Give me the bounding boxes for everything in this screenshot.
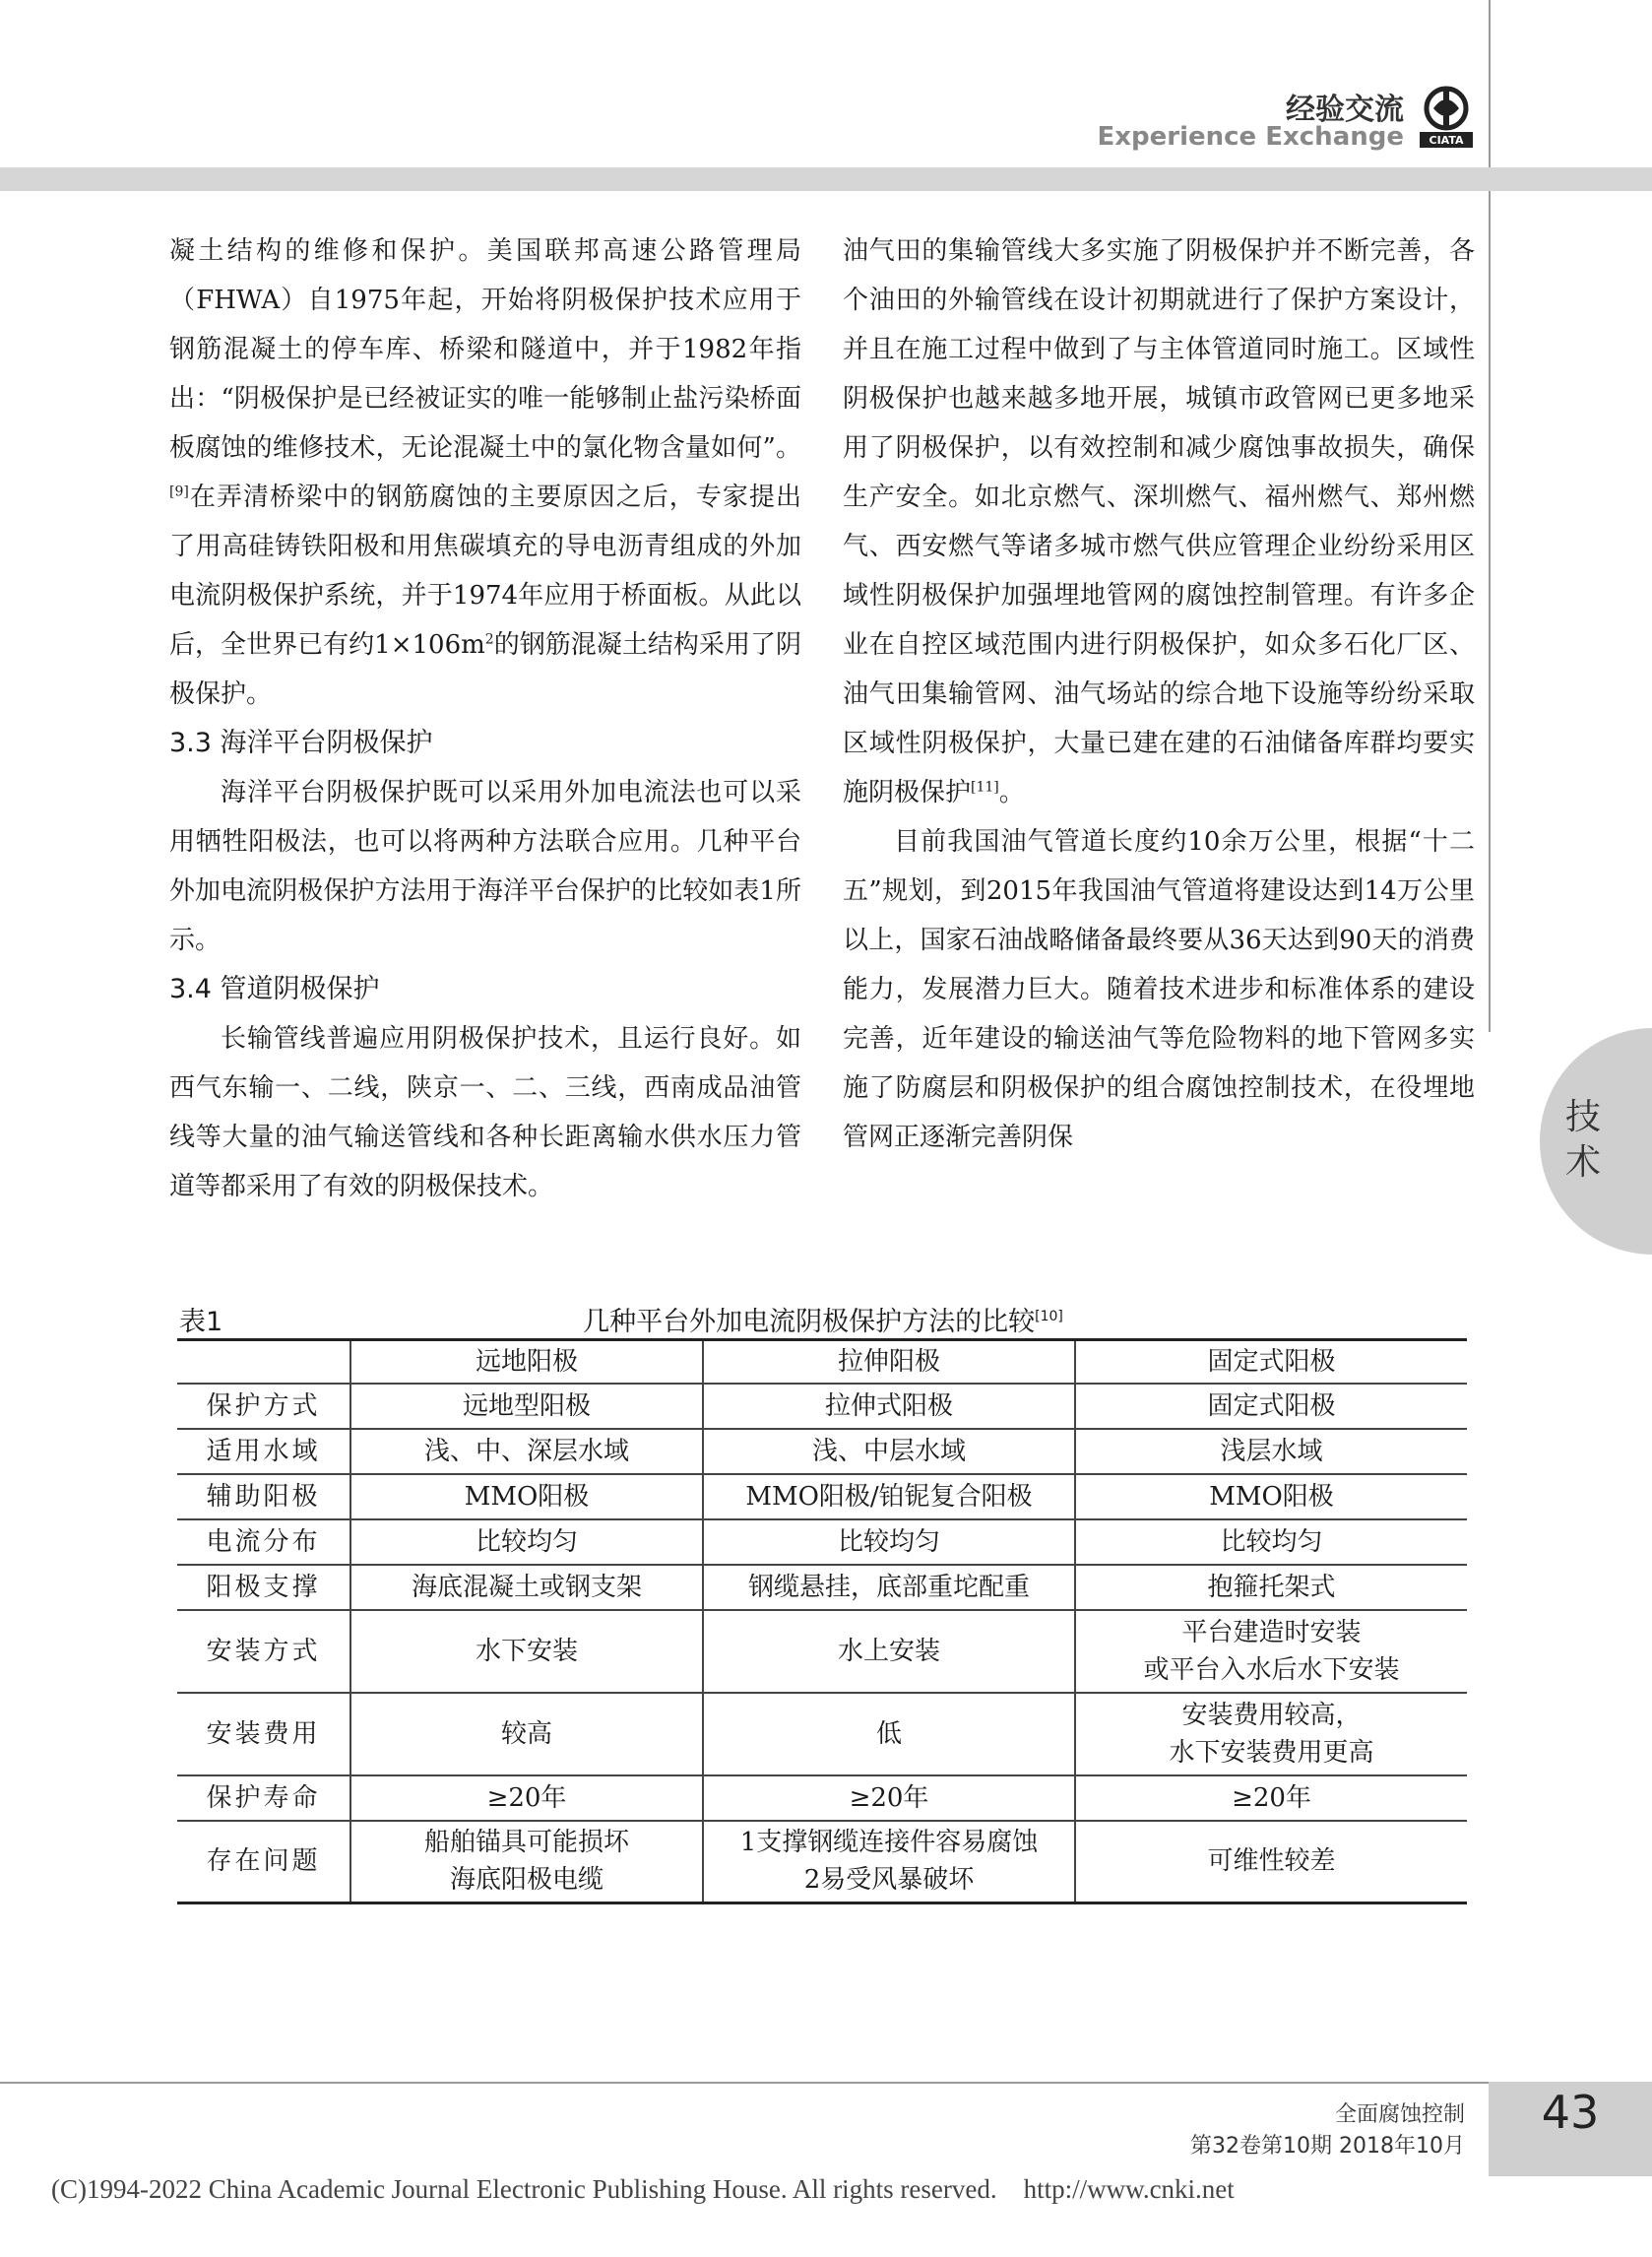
cell-line: 水下安装 (475, 1636, 578, 1666)
table-row (177, 1429, 1467, 1474)
logo-text: CIATA (1429, 134, 1464, 147)
header-bar (0, 167, 1652, 191)
cell-line: MMO阳极 (464, 1481, 590, 1512)
table-header-row (177, 1340, 1467, 1384)
cell-line: 海底阳极电缆 (449, 1865, 604, 1896)
cell-line: MMO阳极/铂铌复合阳极 (745, 1481, 1033, 1512)
table-cell (350, 1519, 703, 1565)
row-label: 保护寿命 (177, 1775, 350, 1821)
table-cell (1075, 1610, 1467, 1693)
cell-line: ≥20年 (1232, 1782, 1311, 1813)
right-paragraph-1 (843, 226, 1475, 817)
row-label: 安装方式 (177, 1610, 350, 1693)
cell-line: 钢缆悬挂，底部重坨配重 (747, 1572, 1030, 1602)
cell-line: 较高 (500, 1718, 552, 1749)
row-label: 安装费用 (177, 1693, 350, 1775)
table-cell (703, 1610, 1075, 1693)
left-paragraph-1 (169, 226, 801, 719)
section-title-en: Experience Exchange (1097, 122, 1404, 152)
table-cell (350, 1384, 703, 1429)
table-header-cell: 远地阳极 (350, 1340, 703, 1384)
table-cell (350, 1821, 703, 1903)
left-column (169, 226, 801, 1211)
cell-line: 海底混凝土或钢支架 (411, 1572, 642, 1602)
journal-issue: 第32卷第10期 2018年10月 (1190, 2134, 1465, 2159)
citation-9: [9] (169, 484, 189, 500)
section-title-cn: 经验交流 (1286, 93, 1404, 127)
journal-name: 全面腐蚀控制 (1334, 2102, 1465, 2127)
cell-line: 比较均匀 (1220, 1526, 1323, 1557)
table-cell (1075, 1693, 1467, 1775)
table-cell (703, 1693, 1075, 1775)
cell-line: 固定式阳极 (1207, 1390, 1336, 1421)
table-cell (1075, 1384, 1467, 1429)
cell-line: 比较均匀 (475, 1526, 578, 1557)
cell-line: 船舶锚具可能损坏 (423, 1828, 629, 1858)
right-paragraph-2: 目前我国油气管道长度约10余万公里，根据“十二五”规划，到2015年我国油气管道将建设达到14万公里以上，国家石油战略储备最终要从36天达到90天的消费能力，发展潜力巨大。随着技术进步和标准体系的建设完善，近年建设的输送油气等危险物料的地下管网多实施了防腐层和阴极保护的组合腐蚀控制技术，在役埋地管网正逐渐完善阴保 (843, 827, 1475, 1152)
footer-rule (0, 2082, 1489, 2084)
citation-11: [11] (971, 779, 999, 796)
cell-line: 远地型阳极 (462, 1390, 591, 1421)
cell-line: ≥20年 (486, 1782, 567, 1813)
table-cell (703, 1821, 1075, 1903)
superscript-2: 2 (484, 631, 494, 648)
heading-3-3: 3.3 海洋平台阴极保护 (169, 728, 433, 758)
table-row (177, 1474, 1467, 1519)
comparison-table (177, 1338, 1467, 1904)
table-cell (1075, 1474, 1467, 1519)
cell-line: 1支撑钢缆连接件容易腐蚀 (739, 1828, 1039, 1858)
page-edge-line (1489, 0, 1491, 1032)
table-cell (1075, 1775, 1467, 1821)
table-title-text: 几种平台外加电流阴极保护方法的比较 (583, 1307, 1036, 1337)
table-row (177, 1821, 1467, 1903)
table-row (177, 1519, 1467, 1565)
table-cell (350, 1565, 703, 1610)
table-cell (703, 1384, 1075, 1429)
page-number: 43 (1541, 2086, 1600, 2139)
left-p1-text-c: 的钢筋混凝土结构采用了阴极保护。 (169, 630, 801, 709)
left-p1-text-b: 在弄清桥梁中的钢筋腐蚀的主要原因之后，专家提出了用高硅铸铁阳极和用焦碳填充的导电沥青组成的外加电流阴极保护系统，并于1974年应用于桥面板。从此以后，全世界已有约1×106m (169, 483, 801, 660)
cell-line: 比较均匀 (837, 1526, 940, 1557)
left-p1-text: 凝土结构的维修和保护。美国联邦高速公路管理局（FHWA）自1975年起，开始将阴极保护技术应用于钢筋混凝土的停车库、桥梁和隧道中，并于1982年指出：“阴极保护是已经被证实的唯一能够制止盐污染桥面板腐蚀的维修技术，无论混凝土中的氯化物含量如何”。 (169, 236, 801, 463)
cell-line: 浅、中、深层水域 (423, 1436, 629, 1466)
table-row (177, 1693, 1467, 1775)
table-cell (703, 1775, 1075, 1821)
cell-line: MMO阳极 (1209, 1481, 1334, 1512)
side-tab-label: 技术 (1564, 1097, 1601, 1183)
table-cell (350, 1474, 703, 1519)
cell-line: 抱箍托架式 (1207, 1572, 1336, 1602)
cell-line: 拉伸式阳极 (824, 1390, 953, 1421)
table-header-cell: 固定式阳极 (1075, 1340, 1467, 1384)
cell-line: 可维性较差 (1207, 1846, 1336, 1877)
left-paragraph-3: 长输管线普遍应用阴极保护技术，且运行良好。如西气东输一、二线，陕京一、二、三线，西南成品油管线等大量的油气输送管线和各种长距离输水供水压力管道等都采用了有效的阴极保技术。 (169, 1024, 801, 1201)
table-row (177, 1775, 1467, 1821)
right-p1-end: 。 (998, 778, 1025, 807)
cell-line: 2易受风暴破坏 (803, 1865, 975, 1896)
cell-line: 水上安装 (837, 1636, 940, 1666)
row-label: 辅助阳极 (177, 1474, 350, 1519)
table-title (179, 1300, 1467, 1338)
table-row (177, 1565, 1467, 1610)
cell-line: 或平台入水后水下安装 (1143, 1654, 1400, 1685)
table-cell (1075, 1565, 1467, 1610)
table-header-cell (177, 1340, 350, 1384)
cell-line: 水下安装费用更高 (1169, 1737, 1374, 1768)
ciata-logo-icon (1420, 85, 1473, 148)
table-cell (350, 1693, 703, 1775)
row-label: 阳极支撑 (177, 1565, 350, 1610)
cell-line: 浅、中层水域 (811, 1436, 966, 1466)
table-cell (350, 1775, 703, 1821)
table-label: 表1 (179, 1307, 223, 1337)
cell-line: 低 (875, 1718, 902, 1749)
table-row (177, 1384, 1467, 1429)
row-label: 适用水域 (177, 1429, 350, 1474)
cell-line: ≥20年 (849, 1782, 929, 1813)
table-cell (1075, 1519, 1467, 1565)
right-p1-text: 油气田的集输管线大多实施了阴极保护并不断完善，各个油田的外输管线在设计初期就进行了保护方案设计，并且在施工过程中做到了与主体管道同时施工。区域性阴极保护也越来越多地开展，城镇市政管网已更多地采用了阴极保护，以有效控制和减少腐蚀事故损失，确保生产安全。如北京燃气、深圳燃气、福州燃气、郑州燃气、西安燃气等诸多城市燃气供应管理企业纷纷采用区域性阴极保护加强埋地管网的腐蚀控制管理。有许多企业在自控区域范围内进行阴极保护，如众多石化厂区、油气田集输管网、油气场站的综合地下设施等纷纷采取区域性阴极保护，大量已建在建的石油储备库群均要实施阴极保护 (843, 236, 1475, 807)
table-cell (350, 1429, 703, 1474)
cell-line: 浅层水域 (1220, 1436, 1323, 1466)
left-paragraph-2: 海洋平台阴极保护既可以采用外加电流法也可以采用牺牲阳极法，也可以将两种方法联合应用。几种平台外加电流阴极保护方法用于海洋平台保护的比较如表1所示。 (169, 778, 801, 955)
cell-line: 平台建造时安装 (1181, 1617, 1362, 1647)
table-cell (1075, 1821, 1467, 1903)
right-column (843, 226, 1475, 1162)
table-row (177, 1610, 1467, 1693)
cell-line: 安装费用较高， (1181, 1700, 1362, 1730)
row-label: 保护方式 (177, 1384, 350, 1429)
copyright-notice: (C)1994-2022 China Academic Journal Electronic Publishing House. All rights reserved. http://www.cnki.net (51, 2174, 1235, 2204)
table-cell (703, 1474, 1075, 1519)
table-cell (703, 1429, 1075, 1474)
table-cell (350, 1610, 703, 1693)
row-label: 电流分布 (177, 1519, 350, 1565)
row-label: 存在问题 (177, 1821, 350, 1903)
heading-3-4: 3.4 管道阴极保护 (169, 974, 380, 1004)
table-header-cell: 拉伸阳极 (703, 1340, 1075, 1384)
table-cell (703, 1565, 1075, 1610)
citation-10: [10] (1035, 1309, 1063, 1324)
table-cell (1075, 1429, 1467, 1474)
table-cell (703, 1519, 1075, 1565)
